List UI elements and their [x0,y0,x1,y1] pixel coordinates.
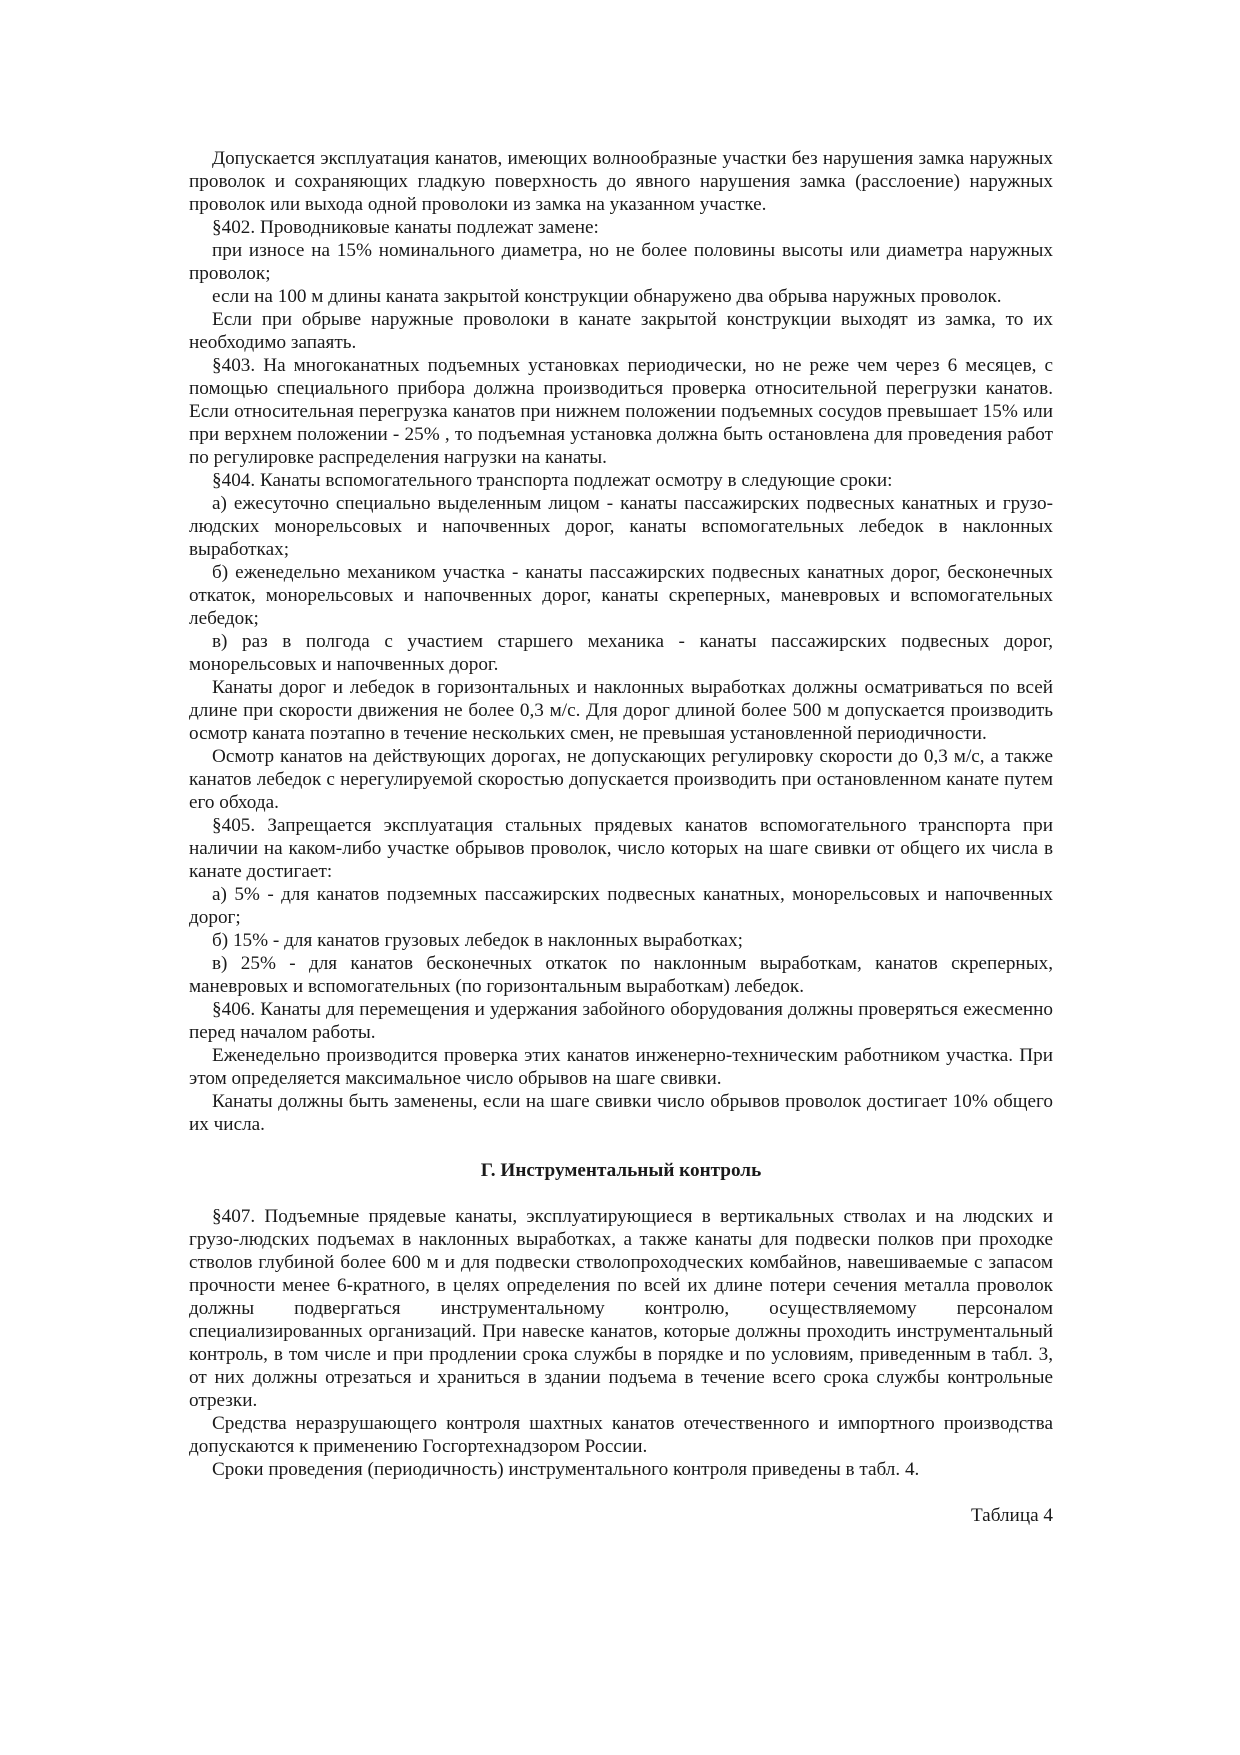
paragraph: §406. Канаты для перемещения и удержания забойного оборудования должны проверяться ежесменно перед началом работы. [189,999,1053,1043]
paragraph: а) ежесуточно специально выделенным лицом - канаты пассажирских подвесных канатных и грузо-людских монорельсовых и напочвенных дорог, канаты вспомогательных лебедок в наклонных выработках; [189,493,1053,560]
paragraph: §405. Запрещается эксплуатация стальных прядевых канатов вспомогательного транспорта при наличии на каком-либо участке обрывов проволок, число которых на шаге свивки от общего их числа в канате достигает: [189,815,1053,882]
paragraph: в) 25% - для канатов бесконечных откаток по наклонным выработкам, канатов скреперных, маневровых и вспомогательных (по горизонтальным выработкам) лебедок. [189,953,1053,997]
paragraph: в) раз в полгода с участием старшего механика - канаты пассажирских подвесных дорог, монорельсовых и напочвенных дорог. [189,631,1053,675]
paragraph: §403. На многоканатных подъемных установках периодически, но не реже чем через 6 месяцев, с помощью специального прибора должна производиться проверка относительной перегрузки канатов. Если относительная перегрузка канатов при нижнем положении подъемных сосудов превышает 15% или при верхнем положении - 25% , то подъемная установка должна быть остановлена для проведения работ по регулировке распределения нагрузки на канаты. [189,355,1053,468]
paragraph: б) еженедельно механиком участка - канаты пассажирских подвесных канатных дорог, бесконечных откаток, монорельсовых и напочвенных дорог, канаты скреперных, маневровых и вспомогательных лебедок; [189,562,1053,629]
paragraph: Канаты должны быть заменены, если на шаге свивки число обрывов проволок достигает 10% общего их числа. [189,1091,1053,1135]
paragraph: Допускается эксплуатация канатов, имеющих волнообразные участки без нарушения замка наружных проволок и сохраняющих гладкую поверхность до явного нарушения замка (расслоение) наружных проволок или выхода одной проволоки из замка на указанном участке. [189,148,1053,215]
paragraph: если на 100 м длины каната закрытой конструкции обнаружено два обрыва наружных проволок. [212,286,1002,307]
paragraph: Канаты дорог и лебедок в горизонтальных и наклонных выработках должны осматриваться по всей длине при скорости движения не более 0,3 м/с. Для дорог длиной более 500 м допускается производить осмотр каната поэтапно в течение нескольких смен, не превышая установленной периодичности. [189,677,1053,744]
paragraph: Средства неразрушающего контроля шахтных канатов отечественного и импортного производства допускаются к применению Госгортехнадзором России. [189,1413,1053,1457]
table-caption: Таблица 4 [970,1505,1053,1526]
paragraph: Еженедельно производится проверка этих канатов инженерно-техническим работником участка. При этом определяется максимальное число обрывов на шаге свивки. [189,1045,1053,1089]
paragraph: при износе на 15% номинального диаметра, но не более половины высоты или диаметра наружных проволок; [189,240,1053,284]
paragraph: б) 15% - для канатов грузовых лебедок в наклонных выработках; [212,930,743,951]
paragraph: §404. Канаты вспомогательного транспорта подлежат осмотру в следующие сроки: [212,470,893,491]
paragraph: §407. Подъемные прядевые канаты, эксплуатирующиеся в вертикальных стволах и на людских и грузо-людских подъемах в наклонных выработках, а также канаты для подвески полков при проходке стволов глубиной более 600 м и для подвески стволопроходческих комбайнов, навешиваемые с запасом прочности менее 6-кратного, в целях определения по всей их длине потери сечения металла проволок должны подвергаться инструментальному контролю, осуществляемому персоналом специализированных организаций. При навеске канатов, которые должны проходить инструментальный контроль, в том числе и при продлении срока службы в порядке и по условиям, приведенным в табл. 3, от них должны отрезаться и храниться в здании подъема в течение всего срока службы контрольные отрезки. [189,1206,1053,1411]
paragraph: Если при обрыве наружные проволоки в канате закрытой конструкции выходят из замка, то их необходимо запаять. [189,309,1053,353]
paragraph: §402. Проводниковые канаты подлежат замене: [212,217,599,238]
document-page [189,147,1053,1527]
paragraph: Осмотр канатов на действующих дорогах, не допускающих регулировку скорости до 0,3 м/с, а также канатов лебедок с нерегулируемой скоростью допускается производить при остановленном канате путем его обхода. [189,746,1053,813]
paragraph: Сроки проведения (периодичность) инструментального контроля приведены в табл. 4. [212,1459,920,1480]
paragraph: а) 5% - для канатов подземных пассажирских подвесных канатных, монорельсовых и напочвенных дорог; [189,884,1053,928]
section-heading: Г. Инструментальный контроль [480,1160,762,1181]
